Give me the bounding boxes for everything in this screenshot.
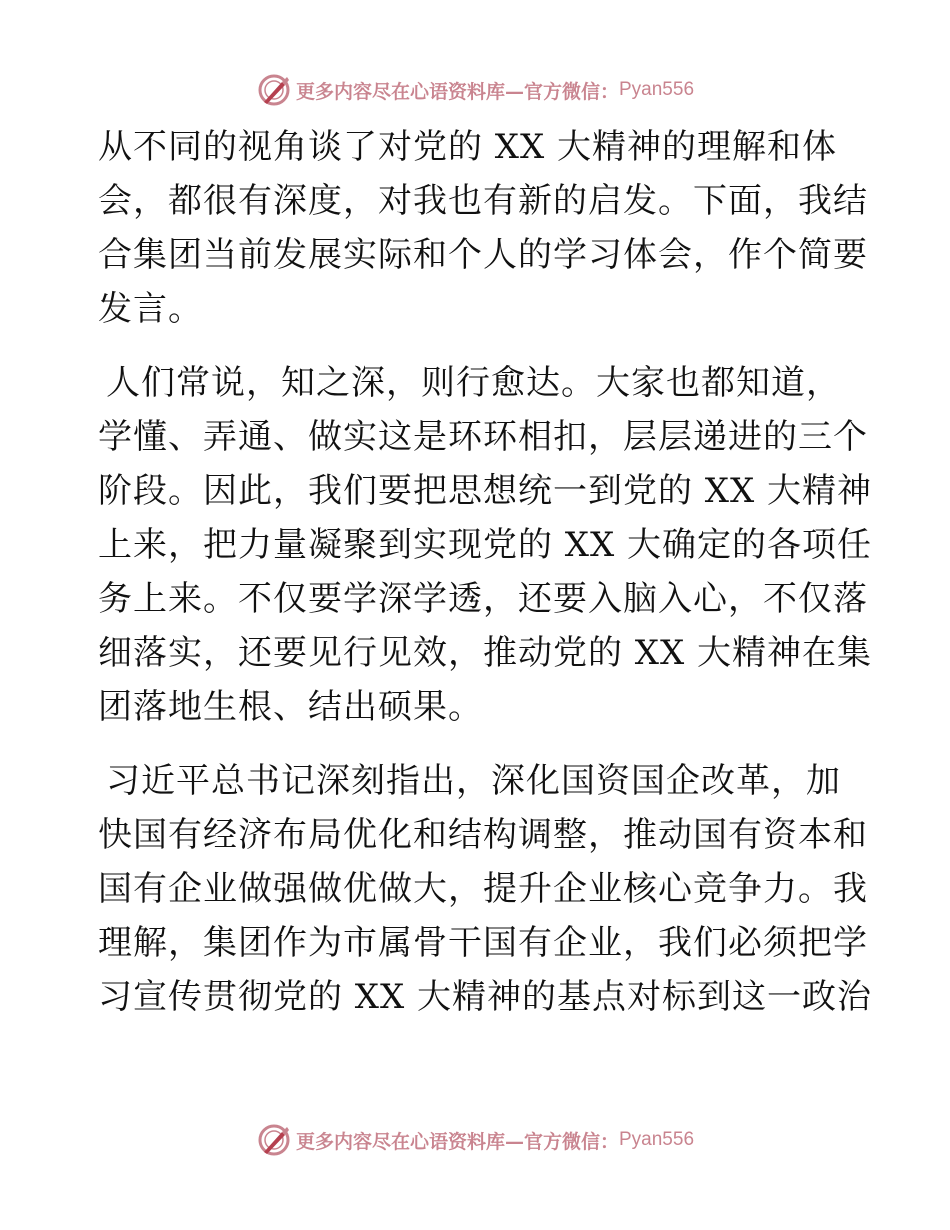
text-line: 国有企业做强做优做大，提升企业核心竞争力。我	[98, 869, 868, 909]
footer-banner-wechat-id: Pyan556	[619, 1129, 695, 1150]
text-line: 学懂、弄通、做实这是环环相扣，层层递进的三个	[98, 417, 868, 457]
text-line: 务上来。不仅要学深学透，还要入脑入心，不仅落	[98, 579, 868, 619]
footer-banner	[0, 1118, 950, 1162]
paragraph-2	[98, 356, 873, 734]
text-line: 人们常说，知之深，则行愈达。大家也都知道，	[106, 363, 841, 403]
text-line: 合集团当前发展实际和个人的学习体会，作个简要	[98, 235, 868, 275]
text-line: 习宣传贯彻党的 XX 大精神的基点对标到这一政治	[98, 977, 873, 1017]
header-banner-text: 更多内容尽在心语资料库—官方微信：	[295, 80, 619, 103]
text-line: 快国有经济布局优化和结构调整，推动国有资本和	[98, 815, 868, 855]
text-line: 阶段。因此，我们要把思想统一到党的 XX 大精神	[98, 471, 873, 511]
text-line: 理解，集团作为市属骨干国有企业，我们必须把学	[98, 923, 868, 963]
text-line: 习近平总书记深刻指出，深化国资国企改革，加	[106, 761, 841, 801]
text-line: 团落地生根、结出硕果。	[98, 687, 483, 727]
footer-banner-text: 更多内容尽在心语资料库—官方微信：	[295, 1130, 619, 1153]
text-line: 细落实，还要见行见效，推动党的 XX 大精神在集	[98, 633, 873, 673]
text-line: 从不同的视角谈了对党的 XX 大精神的理解和体	[98, 127, 838, 167]
header-banner	[0, 68, 950, 112]
text-line: 上来，把力量凝聚到实现党的 XX 大确定的各项任	[98, 525, 873, 565]
text-line: 发言。	[98, 289, 203, 329]
text-line: 会，都很有深度，对我也有新的启发。下面，我结	[98, 181, 868, 221]
paragraph-1	[98, 120, 868, 336]
header-banner-wechat-id: Pyan556	[619, 79, 695, 100]
document-body	[98, 120, 873, 1044]
pen-logo-icon	[256, 72, 292, 108]
pen-logo-icon	[256, 1122, 292, 1158]
paragraph-3	[98, 754, 873, 1024]
